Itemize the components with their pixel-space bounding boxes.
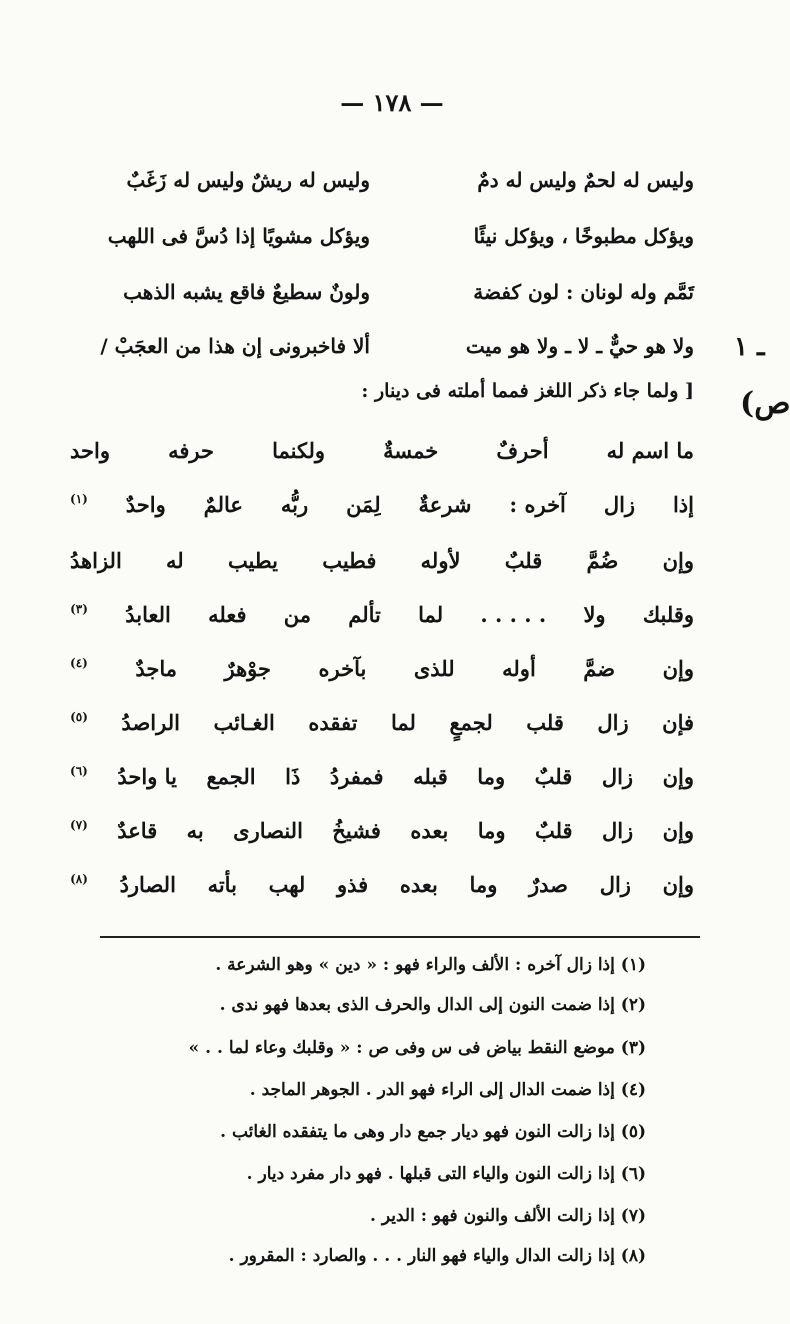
riddle-verse [70, 872, 694, 916]
riddle-word: وما [469, 872, 498, 897]
riddle-word: من [283, 602, 311, 627]
verse-second-hemistich: ويؤكل مشويًا إذا دُسَّ فى اللهب [107, 224, 370, 248]
riddle-word: زال [603, 492, 636, 517]
riddle-verse [70, 818, 694, 862]
riddle-word: ما اسم له [606, 438, 694, 463]
riddle-word: وإن [662, 818, 694, 843]
riddle-word: وإن [662, 872, 694, 897]
riddle-word: زال [597, 710, 629, 735]
riddle-verse [70, 492, 694, 536]
riddle-word: حرفه [168, 438, 214, 463]
riddle-word: قلبٌ [534, 764, 573, 789]
riddle-word: الراصدُ [121, 710, 180, 735]
page-number: — ١٧٨ — [340, 88, 444, 117]
riddle-verse [70, 438, 694, 482]
riddle-word: تفقده [308, 710, 358, 735]
riddle-word: العابدُ [125, 602, 171, 627]
riddle-word: لِمَن [346, 492, 381, 517]
footnote-marker: (١) [70, 492, 88, 506]
riddle-word: الصاردُ [119, 872, 176, 897]
riddle-word: ربُّه [280, 492, 309, 517]
riddle-word: ضُمَّ [586, 548, 619, 573]
verse-first-hemistich: ولا هو حيٌّ ـ لا ـ ولا هو ميت [465, 334, 694, 358]
riddle-word: الزاهدُ [70, 548, 122, 573]
footnote-marker: (٥) [70, 710, 88, 724]
riddle-word: فشيخُ [332, 818, 381, 843]
riddle-word: ماجدٌ [135, 656, 177, 681]
riddle-word: وإن [662, 656, 694, 681]
riddle-word: أوله [502, 656, 536, 681]
riddle-word: قلبٌ [534, 818, 573, 843]
riddle-word: لما [418, 602, 444, 627]
verse-second-hemistich: ولونٌ سطيعٌ فاقع يشبه الذهب [123, 280, 370, 304]
poem-verse [70, 280, 694, 320]
footnote-marker: (٧) [70, 818, 88, 832]
verse-second-hemistich: ألا فاخبرونى إن هذا من العجَبْ / [100, 334, 370, 358]
footnote: (٤) إذا ضمت الدال إلى الراء فهو الدر . الجوهر الماجد . [249, 1080, 646, 1100]
riddle-word: النصارى [233, 818, 303, 843]
margin-note: ص) [740, 386, 790, 421]
riddle-word: زال [599, 872, 631, 897]
riddle-word: آخره : [509, 492, 566, 517]
riddle-word: خمسةٌ [383, 438, 439, 463]
riddle-word: فمفردُ [329, 764, 384, 789]
margin-note: ـ ١ [734, 332, 765, 362]
footnote-marker: (٣) [70, 602, 88, 616]
riddle-verse [70, 764, 694, 808]
riddle-word: لما [391, 710, 416, 735]
riddle-word: ضمَّ [583, 656, 616, 681]
riddle-word: قلبٌ [504, 548, 543, 573]
footnote-marker: (٦) [70, 764, 88, 778]
footnote: (٢) إذا ضمت النون إلى الدال والحرف الذى بعدها فهو ندى . [219, 995, 646, 1015]
footnote: (٧) إذا زالت الألف والنون فهو : الدير . [370, 1206, 646, 1226]
riddle-word: واحدٌ [125, 492, 166, 517]
riddle-word: وإن [662, 548, 694, 573]
footnote-divider [100, 936, 700, 938]
riddle-word: ذَا [285, 764, 301, 789]
riddle-word: لجمعٍ [449, 710, 493, 735]
poem-verse [70, 224, 694, 264]
riddle-word: له [166, 548, 184, 573]
riddle-word: أحرفٌ [496, 438, 549, 463]
riddle-word: بعده [410, 818, 449, 843]
verse-first-hemistich: تَمَّم وله لونان : لون كفضة [473, 280, 694, 304]
riddle-word: ولا [583, 602, 606, 627]
footnote-marker: (٨) [70, 872, 88, 886]
footnote: (٦) إذا زالت النون والياء التى قبلها . فهو دار مفرد ديار . [246, 1164, 646, 1184]
riddle-word: قلب [526, 710, 564, 735]
riddle-word: الجمع [206, 764, 256, 789]
riddle-verse [70, 548, 694, 592]
riddle-word: فطيب [322, 548, 377, 573]
riddle-word: بأته [207, 872, 237, 897]
footnote: (٥) إذا زالت النون فهو ديار جمع دار وهى ما يتفقده الغائب . [220, 1122, 646, 1142]
riddle-word: فإن [662, 710, 694, 735]
verse-first-hemistich: وليس له لحمٌ وليس له دمٌ [477, 168, 694, 192]
riddle-word: به [186, 818, 204, 843]
footnote: (٣) موضع النقط بياض فى س وفى ص : « وقلبك وعاء لما . . » [188, 1038, 646, 1058]
riddle-word: بآخره [318, 656, 367, 681]
poem-verse [70, 334, 694, 374]
riddle-word: وإن [662, 764, 694, 789]
riddle-word: وما [477, 818, 506, 843]
riddle-verse [70, 710, 694, 754]
verse-second-hemistich: وليس له ريشٌ وليس له زَغَبٌ [126, 168, 370, 192]
riddle-word: يا واحدُ [117, 764, 177, 789]
riddle-word: . . . . . [480, 602, 547, 627]
riddle-word: تألم [348, 602, 381, 627]
riddle-word: إذا [672, 492, 694, 517]
footnote: (٨) إذا زالت الدال والياء فهو النار . . . والصارد : المقرور . [228, 1246, 646, 1266]
riddle-word: فعله [208, 602, 247, 627]
riddle-word: عالمٌ [203, 492, 243, 517]
riddle-word: ولكنما [272, 438, 326, 463]
riddle-word: يطيب [227, 548, 278, 573]
poem-verse [70, 168, 694, 208]
riddle-word: زال [601, 818, 634, 843]
footnote-marker: (٤) [70, 656, 88, 670]
riddle-word: لهب [268, 872, 306, 897]
riddle-word: وما [477, 764, 506, 789]
riddle-intro: [ ولما جاء ذكر اللغز فمما أملته فى دينار : [361, 380, 694, 402]
riddle-word: زال [601, 764, 634, 789]
riddle-word: فذو [336, 872, 369, 897]
riddle-word: شرعةٌ [418, 492, 472, 517]
riddle-word: صدرٌ [529, 872, 569, 897]
riddle-word: للذى [413, 656, 455, 681]
riddle-word: بعده [399, 872, 438, 897]
riddle-verse [70, 602, 694, 646]
riddle-word: لأوله [420, 548, 461, 573]
footnote: (١) إذا زال آخره : الألف والراء فهو : « دين » وهو الشرعة . [215, 955, 646, 975]
riddle-word: قبله [413, 764, 448, 789]
riddle-verse [70, 656, 694, 700]
verse-first-hemistich: ويؤكل مطبوخًا ، ويؤكل نيئًا [473, 224, 694, 248]
riddle-word: وقلبك [642, 602, 694, 627]
riddle-word: واحد [70, 438, 110, 463]
riddle-word: جوْهرٌ [224, 656, 271, 681]
riddle-word: الغـائب [213, 710, 275, 735]
riddle-word: قاعدٌ [117, 818, 158, 843]
